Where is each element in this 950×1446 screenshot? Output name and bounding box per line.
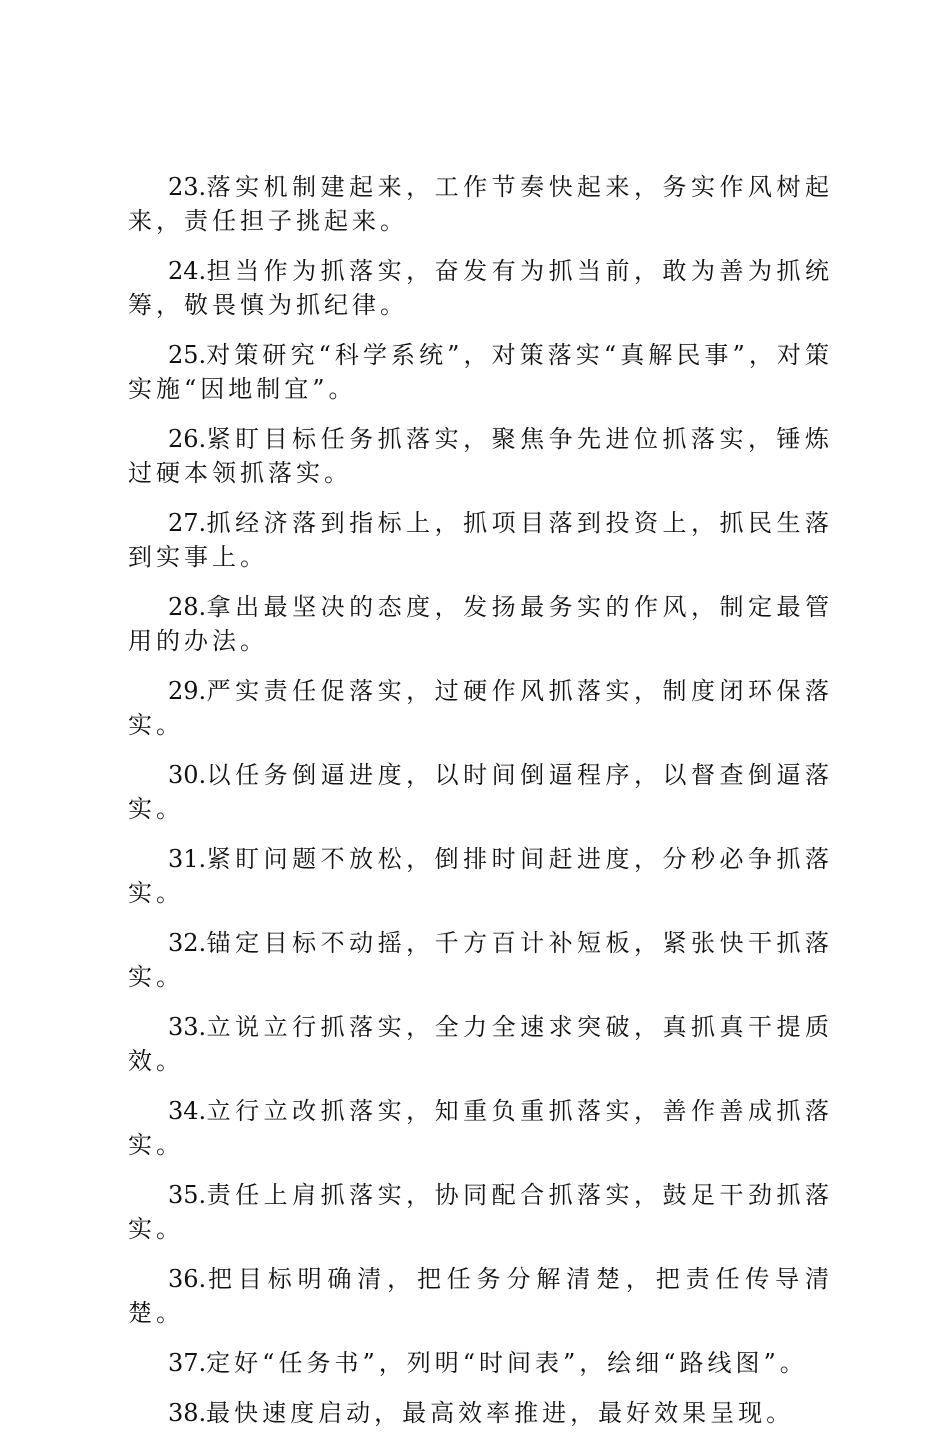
list-item (128, 926, 833, 994)
list-item (128, 590, 833, 658)
item-text: 以任务倒逼进度，以时间倒逼程序，以督查倒逼落实。 (128, 761, 833, 823)
item-number: 38. (168, 1399, 207, 1427)
list-item (128, 758, 833, 826)
item-number: 37. (168, 1349, 207, 1377)
item-number: 31. (168, 845, 207, 873)
item-number: 25. (168, 341, 207, 369)
item-text: 责任上肩抓落实，协同配合抓落实，鼓足干劲抓落实。 (128, 1181, 833, 1243)
item-number: 28. (168, 593, 207, 621)
item-text: 最快速度启动，最高效率推进，最好效果呈现。 (206, 1399, 795, 1427)
item-text: 落实机制建起来，工作节奏快起来，务实作风树起来，责任担子挑起来。 (128, 173, 833, 235)
list-item (128, 506, 833, 574)
list-item (128, 1346, 833, 1380)
item-number: 26. (168, 425, 207, 453)
item-number: 34. (168, 1097, 207, 1125)
item-text: 立行立改抓落实，知重负重抓落实，善作善成抓落实。 (128, 1097, 833, 1159)
item-number: 23. (168, 173, 207, 201)
list-item (128, 1094, 833, 1162)
item-text: 立说立行抓落实，全力全速求突破，真抓真干提质效。 (128, 1013, 833, 1075)
item-text: 严实责任促落实，过硬作风抓落实，制度闭环保落实。 (128, 677, 833, 739)
item-text: 抓经济落到指标上，抓项目落到投资上，抓民生落到实事上。 (128, 509, 833, 571)
item-number: 24. (168, 257, 207, 285)
list-item (128, 1396, 833, 1430)
item-text: 对策研究“科学系统”，对策落实“真解民事”，对策实施“因地制宜”。 (128, 341, 833, 403)
item-text: 拿出最坚决的态度，发扬最务实的作风，制定最管用的办法。 (128, 593, 833, 655)
document-body (128, 170, 833, 1446)
list-item (128, 254, 833, 322)
list-item (128, 1178, 833, 1246)
list-item (128, 1010, 833, 1078)
list-item (128, 842, 833, 910)
item-number: 32. (168, 929, 207, 957)
item-text: 紧盯问题不放松，倒排时间赶进度，分秒必争抓落实。 (128, 845, 833, 907)
item-text: 把目标明确清，把任务分解清楚，把责任传导清楚。 (128, 1265, 833, 1327)
item-text: 锚定目标不动摇，千方百计补短板，紧张快干抓落实。 (128, 929, 833, 991)
item-number: 27. (168, 509, 207, 537)
item-text: 担当作为抓落实，奋发有为抓当前，敢为善为抓统筹，敬畏慎为抓纪律。 (128, 257, 833, 319)
item-text: 紧盯目标任务抓落实，聚焦争先进位抓落实，锤炼过硬本领抓落实。 (128, 425, 833, 487)
item-text: 定好“任务书”，列明“时间表”，绘细“路线图”。 (206, 1349, 808, 1377)
list-item (128, 1262, 833, 1330)
list-item (128, 674, 833, 742)
list-item (128, 422, 833, 490)
item-number: 33. (168, 1013, 207, 1041)
list-item (128, 170, 833, 238)
item-number: 30. (168, 761, 207, 789)
item-number: 35. (168, 1181, 207, 1209)
item-number: 29. (168, 677, 207, 705)
item-number: 36. (168, 1265, 207, 1293)
list-item (128, 338, 833, 406)
